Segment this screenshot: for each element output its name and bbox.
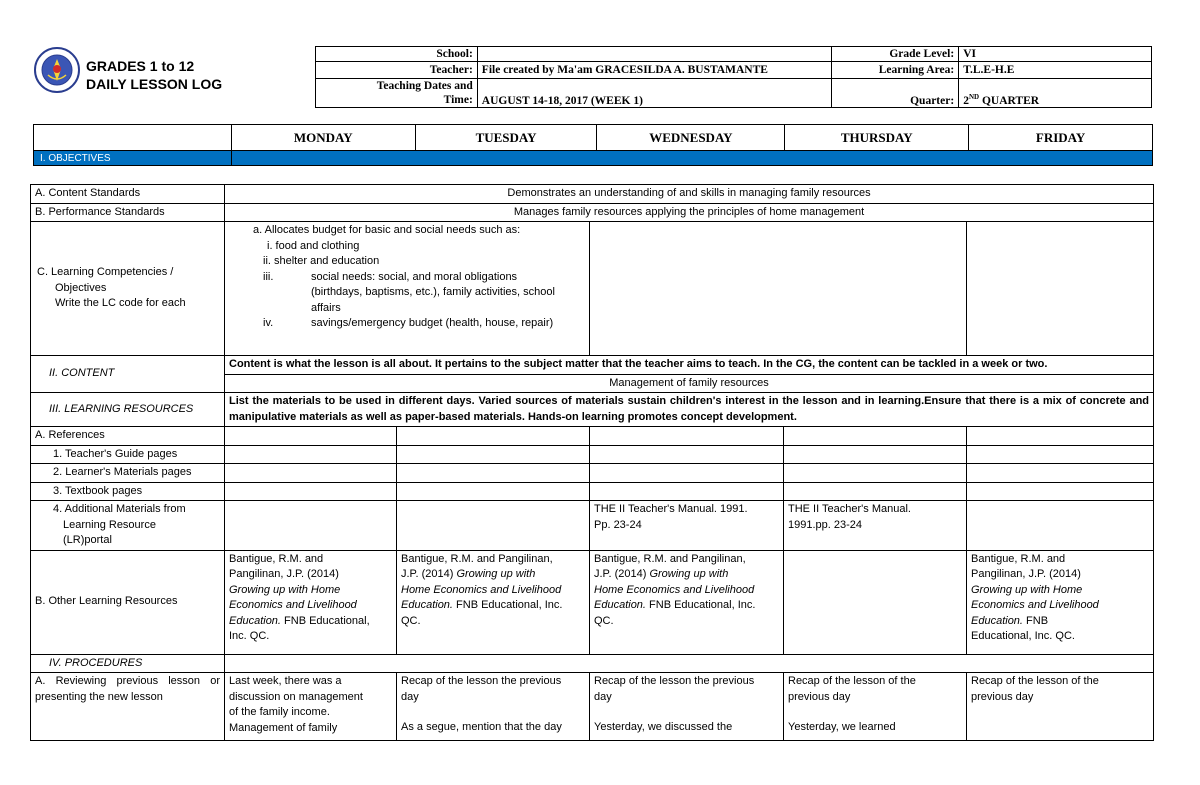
competencies-label-line-3: Write the LC code for each xyxy=(55,297,186,310)
page-title xyxy=(86,57,222,93)
school-label: School: xyxy=(316,47,478,62)
review-line: Yesterday, we learned xyxy=(788,721,896,733)
procedures-label: IV. PROCEDURES xyxy=(31,654,225,673)
area-label: Learning Area: xyxy=(832,62,959,79)
objectives-band-label: I. OBJECTIVES xyxy=(34,151,232,166)
tg-label: 1. Teacher's Guide pages xyxy=(31,445,225,464)
comp-a: a. Allocates budget for basic and social needs such as: xyxy=(253,224,521,236)
add-materials-thu xyxy=(784,501,967,551)
review-line: previous day xyxy=(971,690,1034,703)
ref-author-line: Bantigue, R.M. and xyxy=(229,552,324,565)
ref-book-pub-line xyxy=(594,598,779,614)
review-line: Recap of the lesson the previous xyxy=(594,675,755,687)
review-line: Yesterday, we discussed the xyxy=(594,721,733,733)
review-label: A. Reviewing previous lesson or presenting the new lesson xyxy=(31,673,225,741)
competencies-label-line-2: Objectives xyxy=(55,281,107,294)
ref-author-line: Bantigue, R.M. and Pangilinan, xyxy=(594,552,746,565)
ref-publisher: FNB xyxy=(1022,614,1049,627)
ref-book-end: Education. xyxy=(971,614,1023,627)
competencies-label xyxy=(31,222,225,356)
review-line: As a segue, mention that the day xyxy=(401,721,562,733)
other-resources-tue xyxy=(397,550,590,654)
lm-label: 2. Learner's Materials pages xyxy=(31,464,225,483)
review-thu xyxy=(784,673,967,741)
info-table xyxy=(315,46,1152,108)
procedures-band xyxy=(225,654,1154,673)
other-resources-thu xyxy=(784,550,967,654)
review-line: Last week, there was a xyxy=(229,675,342,687)
ref-author-end: J.P. (2014) xyxy=(401,568,457,580)
content-standards-value: Demonstrates an understanding of and skills in managing family resources xyxy=(225,185,1154,204)
ref-book-line: Growing up with Home xyxy=(229,583,341,596)
title-line-2: DAILY LESSON LOG xyxy=(86,76,223,92)
add-label-line-1: 4. Additional Materials from xyxy=(53,503,186,515)
comp-iv-text: savings/emergency budget (health, house, repair) xyxy=(311,317,554,329)
review-line: Management of family xyxy=(229,721,338,734)
ref-author-book-line xyxy=(401,567,585,583)
review-line: discussion on management xyxy=(229,690,363,703)
ref-book-end: Education. xyxy=(401,599,453,611)
add-label-line-3: (LR)portal xyxy=(63,534,112,546)
ref-book-pub-line xyxy=(229,614,392,630)
dates-label xyxy=(316,79,478,108)
review-line: Recap of the lesson the previous xyxy=(401,675,562,687)
ref-publisher-line: QC. xyxy=(401,614,421,627)
review-line: day xyxy=(594,690,612,703)
deped-seal-logo xyxy=(34,47,80,93)
quarter-number: 2 xyxy=(963,95,969,107)
teacher-value: File created by Ma'am GRACESILDA A. BUSTAMANTE xyxy=(477,62,832,79)
ref-publisher: FNB Educational, xyxy=(280,614,370,627)
ref-author-line: Bantigue, R.M. and xyxy=(971,552,1066,565)
title-line-1: GRADES 1 to 12 xyxy=(86,58,195,74)
competencies-mon-tue xyxy=(225,222,590,356)
content-value: Management of family resources xyxy=(225,374,1154,393)
add-wed-line-2: Pp. 23-24 xyxy=(594,518,642,531)
comp-iii-line-1: social needs: social, and moral obligations xyxy=(311,270,518,283)
comp-iii-text xyxy=(311,270,555,317)
ref-book-line: Growing up with Home xyxy=(971,583,1083,596)
review-line: Recap of the lesson of the xyxy=(971,675,1099,687)
quarter-value xyxy=(959,79,1152,108)
lesson-table xyxy=(30,184,1154,741)
add-wed-line-1: THE II Teacher's Manual. 1991. xyxy=(594,503,748,515)
tb-label: 3. Textbook pages xyxy=(31,482,225,501)
ref-book-end: Education. xyxy=(594,599,646,611)
add-thu-line-1: THE II Teacher's Manual. xyxy=(788,503,911,515)
quarter-label-text: Quarter: xyxy=(910,95,955,107)
comp-ii: ii. shelter and education xyxy=(263,255,380,267)
area-value: T.L.E-H.E xyxy=(959,62,1152,79)
review-line: day xyxy=(401,690,419,703)
dates-label-line-1: Teaching Dates and xyxy=(376,80,473,92)
ref-publisher: FNB Educational, Inc. xyxy=(452,599,563,611)
objectives-band xyxy=(231,151,1152,166)
ref-publisher-line: Educational, Inc. QC. xyxy=(971,630,1075,642)
ref-publisher: FNB Educational, Inc. xyxy=(645,599,756,611)
add-thu-line-2: 1991.pp. 23-24 xyxy=(788,518,863,531)
day-tuesday: TUESDAY xyxy=(415,125,597,151)
content-note: Content is what the lesson is all about. It pertains to the subject matter that the teacher aims to teach. In the CG, the content can be tackled in a week or two. xyxy=(225,356,1154,375)
ref-publisher-line: QC. xyxy=(594,614,614,627)
resources-note: List the materials to be used in different days. Varied sources of materials sustain children's interest in the lesson and in learning.Ensure that there is a mix of concrete and manipulative materials as well as paper-based materials. Hands-on learning promotes concept development. xyxy=(225,393,1154,427)
ref-book-start: Growing up with xyxy=(649,568,729,580)
day-wednesday: WEDNESDAY xyxy=(597,125,785,151)
add-label-line-2: Learning Resource xyxy=(63,518,156,531)
competencies-fri xyxy=(967,222,1154,356)
ref-book-pub-line xyxy=(401,598,585,614)
ref-book-start: Growing up with xyxy=(456,568,536,580)
other-resources-label: B. Other Learning Resources xyxy=(31,550,225,654)
quarter-label xyxy=(832,79,959,108)
review-tue xyxy=(397,673,590,741)
teacher-label: Teacher: xyxy=(316,62,478,79)
other-resources-fri xyxy=(967,550,1154,654)
day-monday: MONDAY xyxy=(231,125,415,151)
quarter-word: QUARTER xyxy=(979,95,1040,107)
comp-iii-num: iii. xyxy=(263,270,274,283)
day-thursday: THURSDAY xyxy=(785,125,969,151)
ref-book-line: Home Economics and Livelihood xyxy=(401,583,562,596)
review-fri xyxy=(967,673,1154,741)
review-line: Recap of the lesson of the xyxy=(788,675,916,687)
other-resources-wed xyxy=(590,550,784,654)
add-materials-wed xyxy=(590,501,784,551)
ref-publisher-line: Inc. QC. xyxy=(229,630,270,642)
comp-i: i. food and clothing xyxy=(267,239,360,252)
content-standards-label: A. Content Standards xyxy=(31,185,225,204)
dates-value xyxy=(477,79,832,108)
references-label: A. References xyxy=(31,427,225,446)
grade-label: Grade Level: xyxy=(832,47,959,62)
review-line: previous day xyxy=(788,690,851,703)
ref-book-line: Economics and Livelihood xyxy=(229,599,357,611)
ref-author-line: Pangilinan, J.P. (2014) xyxy=(971,568,1081,580)
ref-book-end: Education. xyxy=(229,614,281,627)
resources-label: III. LEARNING RESOURCES xyxy=(31,393,225,427)
ref-book-line: Economics and Livelihood xyxy=(971,599,1099,611)
days-corner xyxy=(34,125,232,151)
ref-author-end: J.P. (2014) xyxy=(594,568,650,580)
ref-book-pub-line xyxy=(971,614,1149,630)
review-mon xyxy=(225,673,397,741)
ref-author-book-line xyxy=(594,567,779,583)
days-header xyxy=(33,124,1153,166)
competencies-label-line-1: C. Learning Competencies / xyxy=(37,266,174,279)
ref-author-line: Bantigue, R.M. and Pangilinan, xyxy=(401,552,553,565)
review-line: of the family income. xyxy=(229,706,330,718)
comp-iii-line-2: (birthdays, baptisms, etc.), family activities, school xyxy=(311,286,555,298)
comp-iv xyxy=(253,316,585,332)
ref-author-line: Pangilinan, J.P. (2014) xyxy=(229,568,339,580)
add-materials-label xyxy=(31,501,225,551)
review-wed xyxy=(590,673,784,741)
performance-standards-value: Manages family resources applying the principles of home management xyxy=(225,203,1154,222)
content-label: II. CONTENT xyxy=(31,356,225,393)
grade-value: VI xyxy=(959,47,1152,62)
comp-iii-line-3: affairs xyxy=(311,301,341,314)
dates-value-text: AUGUST 14-18, 2017 (WEEK 1) xyxy=(481,95,643,107)
comp-iii xyxy=(253,270,585,317)
quarter-ordinal: ND xyxy=(968,93,980,102)
competencies-wed-thu xyxy=(590,222,967,356)
performance-standards-label: B. Performance Standards xyxy=(31,203,225,222)
day-friday: FRIDAY xyxy=(969,125,1153,151)
ref-book-line: Home Economics and Livelihood xyxy=(594,583,755,596)
school-value xyxy=(477,47,832,62)
dates-label-line-2: Time: xyxy=(443,94,473,106)
comp-iv-num: iv. xyxy=(263,317,274,329)
other-resources-mon xyxy=(225,550,397,654)
